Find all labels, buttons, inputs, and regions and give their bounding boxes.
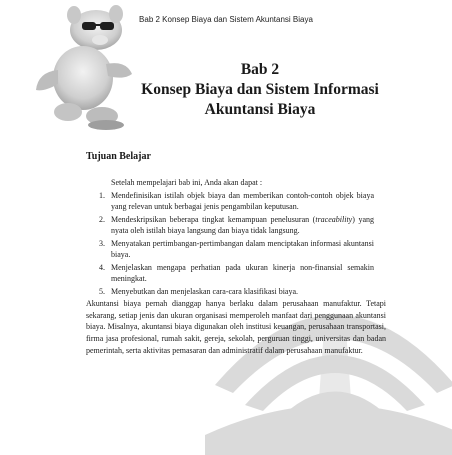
running-header: Bab 2 Konsep Biaya dan Sistem Akuntansi Biaya bbox=[139, 15, 313, 24]
objective-item bbox=[99, 190, 374, 212]
objective-text: Menjelaskan mengapa perhatian pada ukuran kinerja non-finansial semakin meningkat. bbox=[111, 263, 374, 283]
objective-text-emphasis: traceability bbox=[315, 215, 353, 224]
objective-number: 5. bbox=[99, 287, 105, 296]
objective-number: 3. bbox=[99, 239, 105, 248]
objective-text bbox=[111, 215, 374, 235]
objective-item bbox=[99, 214, 374, 236]
objective-text-post: ) yang nyata oleh istilah biaya langsung dan biaya tidak langsung. bbox=[111, 215, 374, 235]
objective-text: Menyebutkan dan menjelaskan cara-cara klasifikasi biaya. bbox=[111, 287, 299, 296]
objective-item bbox=[99, 286, 374, 297]
objective-text: Mendefinisikan istilah objek biaya dan memberikan contoh-contoh objek biaya yang relevan untuk berbagai jenis pengambilan keputusan. bbox=[111, 191, 374, 211]
objective-text-pre: Mendeskripsikan beberapa tingkat kemampuan penelusuran ( bbox=[111, 215, 316, 224]
objective-number: 1. bbox=[99, 191, 105, 200]
objectives-list bbox=[99, 190, 374, 299]
body-paragraph: Akuntansi biaya pernah dianggap hanya berlaku dalam perusahaan manufaktur. Tetapi sekarang, setiap jenis dan ukuran organisasi memperoleh manfaat dari penggunaan akuntansi biaya. Misalnya, akuntansi biaya digunakan oleh institusi keuangan, perusahaan transportasi, firma jasa profesional, rumah sakit, gereja, sekolah, perguruan tinggi, universitas dan badan pemerintah, serta aktivitas pemasaran dan administratif dalam perusahaan manufaktur. bbox=[86, 299, 386, 355]
chapter-number: Bab 2 bbox=[240, 61, 280, 78]
learning-objectives-heading: Tujuan Belajar bbox=[86, 151, 151, 162]
objective-text: Menyatakan pertimbangan-pertimbangan dalam menciptakan informasi akuntansi biaya. bbox=[111, 239, 374, 259]
chapter-title-line-2: Akuntansi Biaya bbox=[204, 101, 316, 118]
objective-item bbox=[99, 238, 374, 260]
chapter-title bbox=[90, 60, 430, 120]
chapter-title-line-1: Konsep Biaya dan Sistem Informasi bbox=[141, 81, 379, 98]
objective-item bbox=[99, 262, 374, 284]
objectives-intro: Setelah mempelajari bab ini, Anda akan dapat : bbox=[111, 178, 263, 187]
objective-number: 4. bbox=[99, 263, 105, 272]
objective-number: 2. bbox=[99, 215, 105, 224]
